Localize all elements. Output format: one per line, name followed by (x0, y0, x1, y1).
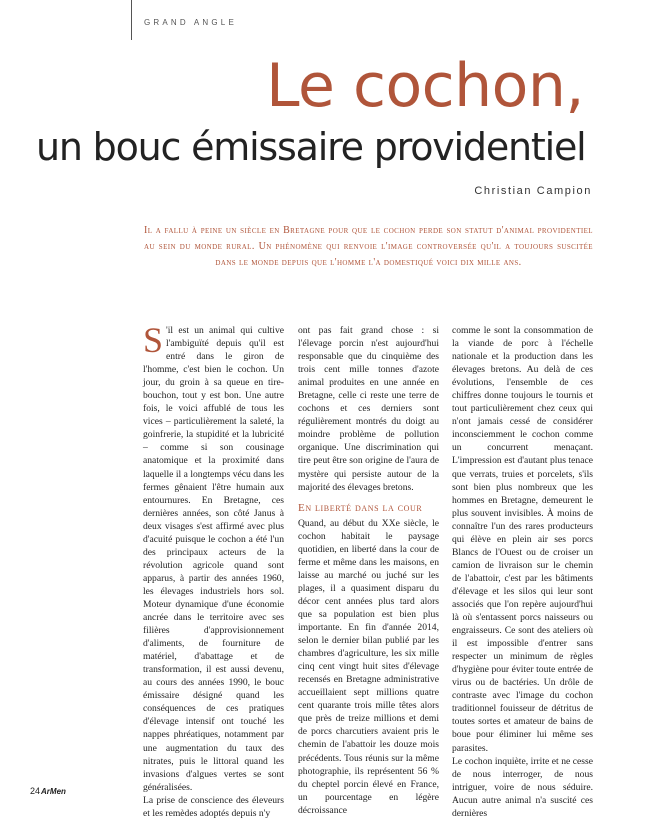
article-lede: Il a fallu à peine un siècle en Bretagne pour que le cochon perde son statut d'animal providentiel au sein du monde rural. Un phénomène qui renvoie l'image controversée qu'il a toujours suscitée dans le monde depuis que l'homme l'a domestiqué voici dix mille ans. (144, 225, 593, 268)
drop-cap: S (143, 320, 164, 360)
article-title: Le cochon, (266, 51, 584, 121)
paragraph (143, 320, 284, 794)
column-1 (143, 320, 284, 820)
header-rule (131, 0, 132, 40)
section-label: GRAND ANGLE (144, 18, 237, 27)
section-subheading: En liberté dans la cour (298, 501, 423, 514)
paragraph: La prise de conscience des éleveurs et les remèdes adoptés depuis n'y (143, 794, 284, 819)
paragraph: comme le sont la consommation de la viande de porc à l'échelle nationale et la production dans les élevages bretons. Au delà de ces évolutions, l'ensemble de ces chiffres donne toujours le tournis et tout particulièrement chez ceux qui n'ont jamais cessé de considérer inconsciemment le cochon comme un concurrent menaçant. L'impression est d'autant plus tenace que verrats, truies et porcelets, s'ils sont bien plus nombreux que les hommes en Bretagne, demeurent le plus souvent invisibles. À moins de connaître l'un des rares producteurs qui élève en plein air ses porcs Blancs de l'Ouest ou de croiser un camion de livraison sur le chemin de l'abattoir, c'est par les bâtiments d'élevage et les silos qui leur sont associés que l'on repère aujourd'hui là où s'entassent porcs naisseurs ou engraisseurs. Ce sont des ateliers où il est impossible d'entrer sans respecter un minimum de règles d'hygiène pour éviter toute entrée de virus ou de bactéries. Un drôle de contraste avec l'image du cochon traditionnel fouisseur de détritus de toutes sortes et amateur de bains de boue pour éliminer lui même ses parasites. (452, 325, 593, 754)
article-subtitle: un bouc émissaire providentiel (36, 125, 586, 169)
author-byline: Christian Campion (474, 185, 592, 197)
paragraph-text: 'il est un animal qui cultive l'ambiguïté depuis qu'il est entré dans le giron de l'homme, c'est bien le cochon. Un jour, du groin à sa queue en tire-bouchon, tout y est bon. Une autre fois, le voici affublé de tous les vices – particulièrement la saleté, la goinfrerie, la stupidité et la lubricité – comme si son cousinage anatomique et la proximité dans laquelle il a longtemps vécu dans les fermes gênaient l'être humain aux entournures. En Bretagne, ces dernières années, son côté Janus à deux visages s'est affirmé avec plus d'acuité puisque le cochon a été l'un des principaux acteurs de la révolution agricole quand sont apparus, à partir des années 1960, les élevages industriels hors sol. Moteur dynamique d'une économie ancrée dans le territoire avec ses filières d'approvisionnement d'aliments, de fourniture de matériel, d'abattage et de transformation, il est aussi devenu, au cours des années 1990, le bouc émissaire désigné quand les conséquences de ces pratiques d'élevage intensif ont touché les nappes phréatiques, notamment par une augmentation du taux des nitrates, puis le littoral quand les invasions d'algues vertes se sont généralisées. (143, 325, 284, 793)
paragraph: Le cochon inquiète, irrite et ne cesse de nous interroger, de nous intriguer, voire de nous séduire. Aucun autre animal n'a suscité ces dernières (452, 755, 593, 819)
paragraph: ont pas fait grand chose : si l'élevage porcin n'est aujourd'hui responsable que du cinquième des trois cent mille tonnes d'azote animal produites en une année en Bretagne, celle ci reste une terre de cochons et ces derniers sont régulièrement montrés du doigt au moindre problème de pollution organique. Une discrimination qui tire peut être son origine de l'aura de mystère qui persiste autour de la majorité des élevages bretons. (298, 325, 439, 493)
column-2 (298, 324, 439, 817)
paragraph: Quand, au début du XXe siècle, le cochon habitait le paysage quotidien, en liberté dans la cour de ferme et même dans les maisons, en laisse au marché ou juché sur les plages, il a quasiment disparu du décor cent années plus tard alors que sa population est bien plus importante. En fin d'année 2014, selon le dernier bilan publié par les chambres d'agriculture, les six mille cinq cent vingt huit sites d'élevage recensés en Bretagne administrative accueillaient sept millions quatre cent quarante trois mille têtes alors que près de treize millions et demi de porcs charcutiers avaient pris le chemin de l'abattoir les douze mois précédents. Tous réunis sur la même photographie, ils représentent 56 % du cheptel porcin élevé en France, un pourcentage en légère décroissance (298, 517, 439, 816)
column-3 (452, 324, 593, 820)
page-number: 24 (30, 786, 41, 796)
magazine-name: ArMen (41, 787, 66, 796)
page-footer (30, 786, 66, 796)
